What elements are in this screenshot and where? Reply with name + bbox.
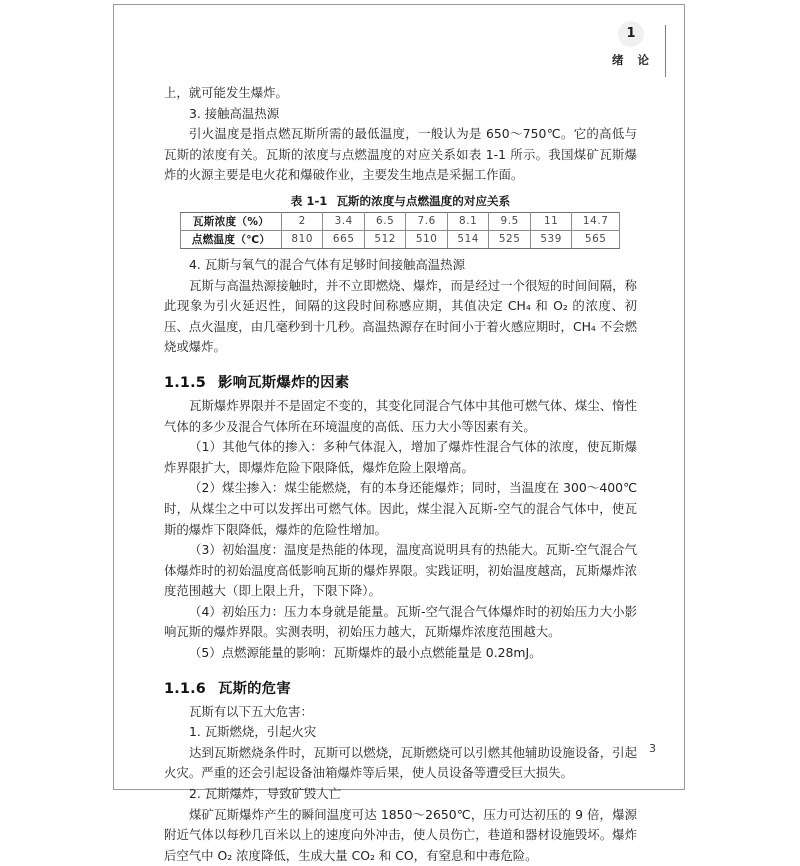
cell-temperature-2: 665 — [323, 230, 364, 248]
cell-concentration-3: 6.5 — [364, 212, 405, 230]
cell-concentration-4: 7.6 — [406, 212, 447, 230]
heading-hazard-2: 2. 瓦斯爆炸，导致矿毁人亡 — [189, 786, 342, 802]
section-number-1-1-5: 1.1.5 — [164, 374, 206, 391]
paragraph-115-factor-4: （4）初始压力：压力本身就是能量。瓦斯-空气混合气体爆炸时的初始压力大小影响瓦斯的爆炸界限。实测表明，初始压力越大，瓦斯爆炸浓度范围越大。 — [164, 603, 637, 640]
page-sheet — [113, 4, 685, 863]
cell-concentration-6: 9.5 — [489, 212, 530, 230]
paragraph-115-factor-5: （5）点燃源能量的影响：瓦斯爆炸的最小点燃能量是 0.28mJ。 — [189, 645, 542, 661]
paragraph-115-intro: 瓦斯爆炸界限并不是固定不变的，其变化同混合气体中其他可燃气体、煤尘、惰性气体的多少及混合气体所在环境温度的高低、压力大小等因素有关。 — [164, 397, 637, 434]
page-number: 3 — [649, 742, 656, 755]
section-title-1-1-6: 瓦斯的危害 — [217, 680, 291, 697]
heading-item-4: 4. 瓦斯与氧气的混合气体有足够时间接触高温热源 — [189, 256, 465, 272]
paragraph-115-factor-2: （2）煤尘掺入：煤尘能燃烧，有的本身还能爆炸；同时，当温度在 300～400℃时，从煤尘之中可以发挥出可燃气体。因此，煤尘混入瓦斯-空气的混合气体中，使瓦斯的爆炸下限降低，爆炸的危险性增加。 — [164, 480, 637, 537]
paragraph-item-3: 引火温度是指点燃瓦斯所需的最低温度，一般认为是 650～750℃。它的高低与瓦斯的浓度有关。瓦斯的浓度与点燃温度的对应关系如表 1-1 所示。我国煤矿瓦斯爆炸的火源主要是电火花和爆破作业，主要发生地点是采掘工作面。 — [164, 126, 637, 183]
table-caption — [164, 193, 637, 209]
cell-temperature-5: 514 — [447, 230, 488, 248]
cell-concentration-8: 14.7 — [572, 212, 620, 230]
section-heading-1-1-6 — [164, 677, 637, 698]
paragraph-continued: 上，就可能发生爆炸。 — [164, 85, 288, 100]
heading-item-3: 3. 接触高温热源 — [189, 105, 280, 121]
cell-concentration-2: 3.4 — [323, 212, 364, 230]
paragraph-116-intro: 瓦斯有以下五大危害： — [189, 703, 313, 719]
table-caption-title: 瓦斯的浓度与点燃温度的对应关系 — [336, 193, 511, 208]
section-heading-1-1-5 — [164, 371, 637, 392]
table-row — [181, 230, 620, 248]
chapter-number-badge: 1 — [618, 21, 644, 47]
chapter-title: 绪 论 — [611, 53, 654, 67]
cell-temperature-3: 512 — [364, 230, 405, 248]
cell-temperature-4: 510 — [406, 230, 447, 248]
cell-temperature-8: 565 — [572, 230, 620, 248]
paragraph-hazard-2: 煤矿瓦斯爆炸产生的瞬间温度可达 1850～2650℃，压力可达初压的 9 倍，爆源附近气体以每秒几百米以上的速度向外冲击，使人员伤亡，巷道和器材设施毁坏。爆炸后空气中 O₂ 浓度降低，生成大量 CO₂ 和 CO，有窒息和中毒危险。 — [164, 806, 637, 863]
heading-hazard-1: 1. 瓦斯燃烧，引起火灾 — [189, 724, 317, 740]
row-header-concentration: 瓦斯浓度（%） — [181, 212, 282, 230]
cell-temperature-6: 525 — [489, 230, 530, 248]
cell-temperature-7: 539 — [530, 230, 571, 248]
running-header — [466, 21, 666, 79]
cell-concentration-7: 11 — [530, 212, 571, 230]
paragraph-115-factor-3: （3）初始温度：温度是热能的体现，温度高说明具有的热能大。瓦斯-空气混合气体爆炸时的初始温度高低影响瓦斯的爆炸界限。实践证明，初始温度越高，瓦斯爆炸浓度范围越大（即上限上升，下限下降）。 — [164, 542, 637, 599]
table-caption-number: 表 1-1 — [290, 193, 328, 208]
paragraph-115-factor-1: （1）其他气体的掺入：多种气体混入，增加了爆炸性混合气体的浓度，使瓦斯爆炸界限扩大，即爆炸危险下限降低，爆炸危险上限增高。 — [164, 439, 637, 475]
text-column — [164, 83, 637, 866]
header-divider-rule — [665, 25, 666, 77]
cell-concentration-1: 2 — [282, 212, 323, 230]
section-title-1-1-5: 影响瓦斯爆炸的因素 — [217, 374, 350, 391]
paragraph-hazard-1: 达到瓦斯燃烧条件时，瓦斯可以燃烧，瓦斯燃烧可以引燃其他辅助设施设备，引起火灾。严重的还会引起设备油箱爆炸等后果，使人员设备等遭受巨大损失。 — [164, 744, 637, 781]
paragraph-item-4: 瓦斯与高温热源接触时，并不立即燃烧、爆炸，而是经过一个很短的时间间隔，称此现象为引火延迟性，间隔的这段时间称感应期，其值决定 CH₄ 和 O₂ 的浓度、初压、点火温度，由几毫秒到十几秒。高温热源存在时间小于着火感应期时，CH₄ 不会燃烧或爆炸。 — [164, 277, 637, 355]
row-header-temperature: 点燃温度（℃） — [181, 230, 282, 248]
cell-concentration-5: 8.1 — [447, 212, 488, 230]
table-row — [181, 212, 620, 230]
section-number-1-1-6: 1.1.6 — [164, 680, 206, 697]
gas-concentration-ignition-table — [180, 212, 620, 249]
cell-temperature-1: 810 — [282, 230, 323, 248]
